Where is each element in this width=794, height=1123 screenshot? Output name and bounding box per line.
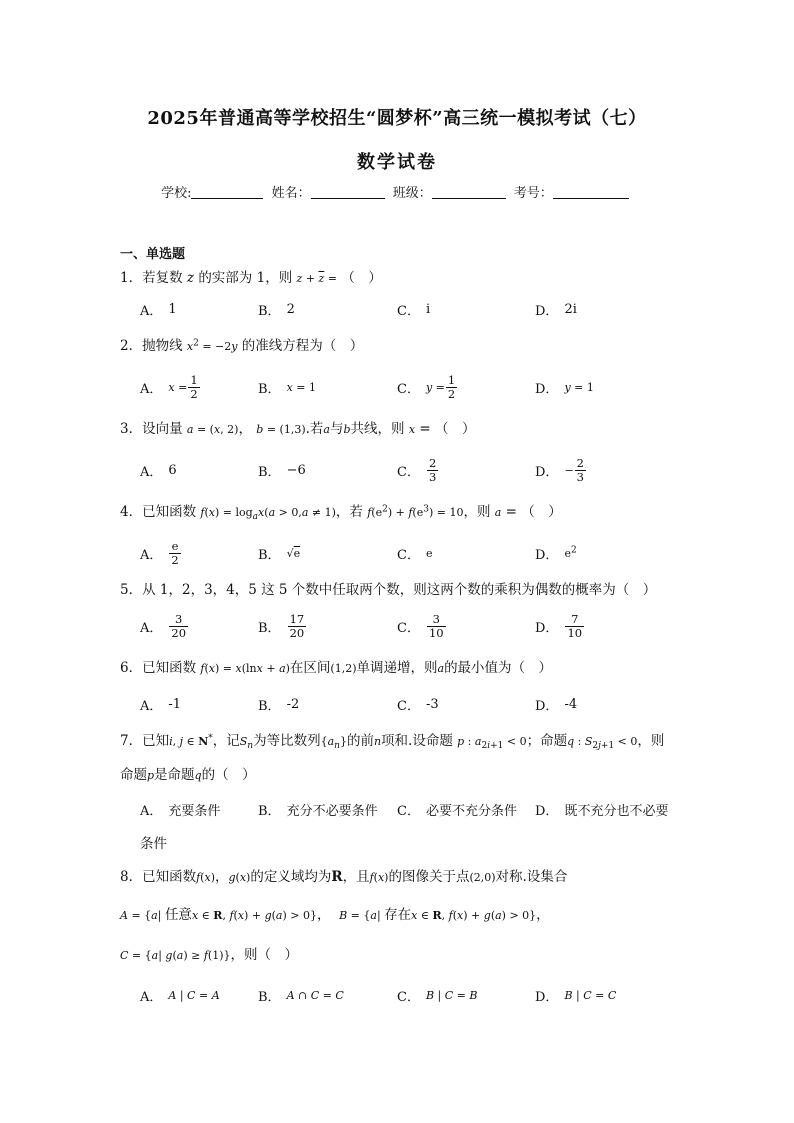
option-b[interactable]: B． $\frac{17}{20}$ [258, 611, 305, 640]
question-8-options [140, 978, 700, 1012]
option-b[interactable]: B． −6 [258, 462, 306, 480]
exam-number-label: 考号： [513, 186, 553, 201]
option-c[interactable]: C． 必要不充分条件 [397, 803, 517, 819]
question-7-option-d-wrap: 条件 [140, 836, 167, 852]
option-a[interactable]: A． -1 [140, 696, 182, 714]
option-a[interactable]: A． x = $\frac{1}{2}$ [140, 372, 198, 401]
option-c[interactable]: C． i [397, 301, 431, 319]
option-a[interactable]: A． $\frac{e}{2}$ [140, 538, 179, 567]
question-3-options [140, 453, 700, 487]
name-label: 姓名： [271, 186, 311, 201]
option-c[interactable]: C． $\frac{3}{10}$ [397, 611, 444, 640]
question-5: 5．从 1，2，3，4，5 这 5 个数中任取两个数，则这两个数的乘积为偶数的概率为（ ） [120, 582, 657, 598]
option-d[interactable]: D． -4 [535, 696, 578, 714]
question-8-set-c: C = {a| g(a) ≥ f(1)}，则（ ） [120, 947, 298, 963]
option-a[interactable]: A． 6 [140, 462, 177, 480]
option-a[interactable]: A． 充要条件 [140, 803, 221, 819]
option-d[interactable]: D． $\frac{7}{10}$ [535, 611, 583, 640]
option-d[interactable]: D． 既不充分也不必要 [535, 803, 669, 819]
question-3: 3．设向量 a = (x, 2)， b = (1,3).若a与b共线，则 x = （ ） [120, 421, 476, 437]
option-b[interactable]: B． A ∩ C = C [258, 988, 344, 1005]
option-b[interactable]: B． 2 [258, 301, 295, 319]
option-d[interactable]: D． 2i [535, 301, 577, 319]
option-c[interactable]: C． e [397, 546, 433, 563]
section-heading: 一、单选题 [120, 247, 186, 262]
question-7: 7．已知i, j ∈ N*，记$S_n$为等比数列$\{a_n\}$的前n项和.设命题 p : $a_{2i+1} < 0$；命题q : $S_{2j+1} < 0$，则 [120, 733, 665, 752]
option-d[interactable]: D． − $\frac{2}{3}$ [535, 455, 584, 484]
option-c[interactable]: C． B | C = B [397, 988, 478, 1005]
option-a[interactable]: A． A | C = A [140, 988, 220, 1005]
option-a[interactable]: A． $\frac{3}{20}$ [140, 611, 187, 640]
class-label: 班级： [392, 186, 432, 201]
name-field[interactable] [311, 185, 385, 199]
student-info-line [0, 182, 794, 201]
option-b[interactable]: B． 充分不必要条件 [258, 803, 378, 819]
question-7-line2: 命题p是命题q的（ ） [120, 767, 256, 783]
school-field[interactable] [191, 185, 263, 199]
question-4: 4．已知函数 $f(x) = \log_ax(a > 0,a \ne 1)$，若 $f(e^2) + f(e^3) = 10$，则 a = （ ） [120, 504, 562, 523]
question-8-sets-ab: A = {a| 任意x ∈ R, f(x) + g(a) > 0}， B = {a| 存在x ∈ R, f(x) + g(a) > 0}， [120, 907, 550, 923]
question-1: 1．若复数 z 的实部为 1，则 $z + \overline{z}$ = （ ） [120, 270, 382, 286]
school-label: 学校: [161, 186, 192, 201]
exam-title: 2025年普通高等学校招生“圆梦杯”高三统一模拟考试（七） [147, 108, 647, 129]
option-a[interactable]: A． 1 [140, 301, 177, 319]
question-1-options [140, 292, 700, 326]
exam-subtitle: 数学试卷 [357, 152, 437, 173]
option-c[interactable]: C． -3 [397, 696, 439, 714]
option-d[interactable]: D． y = 1 [535, 380, 594, 397]
option-b[interactable]: B． -2 [258, 696, 300, 714]
option-d[interactable]: D． $e^2$ [535, 544, 577, 563]
question-5-options [140, 609, 700, 643]
option-b[interactable]: B． x = 1 [258, 380, 316, 397]
question-6-options [140, 687, 700, 721]
class-field[interactable] [432, 185, 506, 199]
exam-number-field[interactable] [553, 185, 629, 199]
option-b[interactable]: B． √e [258, 546, 301, 563]
question-7-options [140, 792, 700, 826]
option-c[interactable]: C． $\frac{2}{3}$ [397, 455, 437, 484]
question-2-options [140, 370, 700, 404]
option-d[interactable]: D． B | C = C [535, 988, 617, 1005]
question-6: 6．已知函数 f(x) = x(lnx + a)在区间(1,2)单调递增，则a的最小值为（ ） [120, 660, 553, 676]
option-c[interactable]: C． y = $\frac{1}{2}$ [397, 372, 456, 401]
question-8: 8．已知函数f(x)，g(x)的定义域均为R，且f(x)的图像关于点(2,0)对称.设集合 [120, 869, 568, 885]
question-4-options [140, 536, 700, 570]
question-2: 2．抛物线 $x^2 = -2y$ 的准线方程为（ ） [120, 338, 364, 354]
